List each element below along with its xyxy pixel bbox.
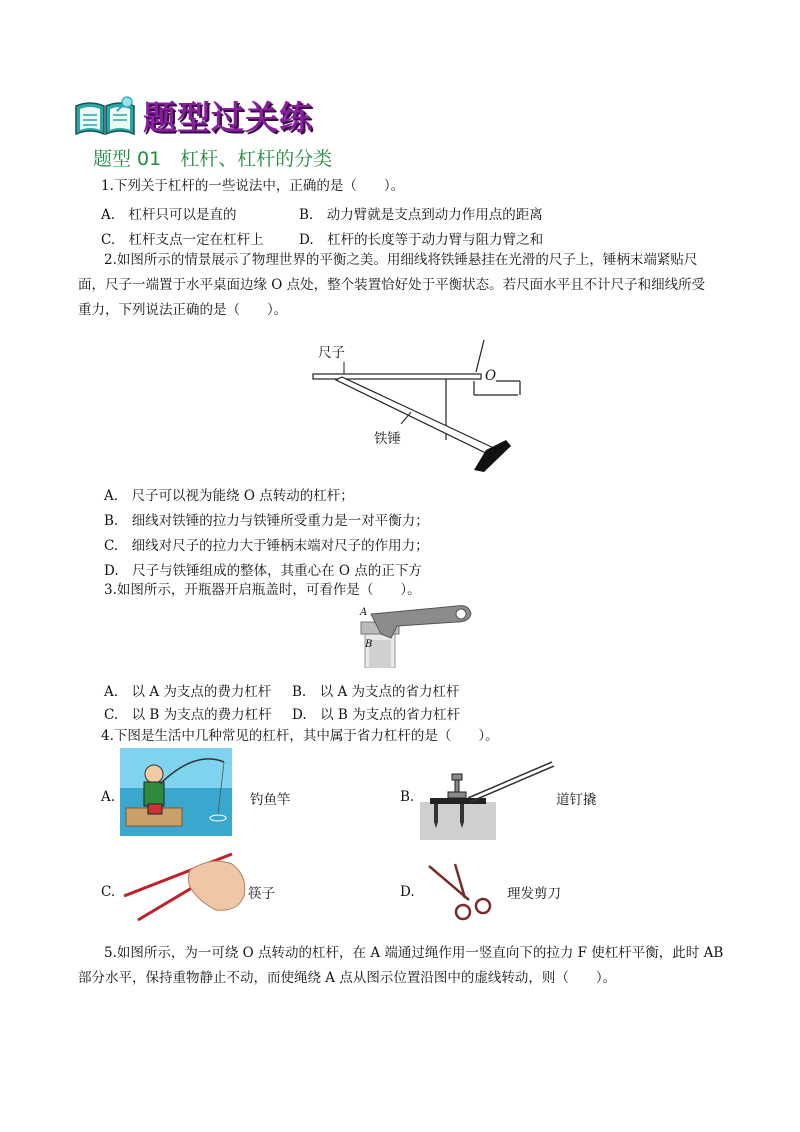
q2-option-d: D. 尺子与铁锤组成的整体，其重心在 O 点的正下方	[104, 563, 422, 579]
fishing-rod-image	[120, 748, 232, 836]
figure-label-ruler: 尺子	[318, 345, 345, 361]
q3-option-a: A. 以 A 为支点的费力杠杆	[104, 684, 272, 700]
q2-option-c: C. 细线对尺子的拉力大于锤柄末端对尺子的作用力；	[104, 538, 429, 554]
q4-letter-d: D.	[400, 884, 415, 900]
q3-option-b: B. 以 A 为支点的省力杠杆	[292, 684, 460, 700]
q4-letter-c: C.	[101, 884, 116, 900]
figure-label-hammer: 铁锤	[374, 431, 401, 447]
rail-spike-bar-image	[420, 760, 558, 840]
question-3-stem: 3.如图所示，开瓶器开启瓶盖时，可看作是（ ）。	[104, 582, 421, 598]
q4-label-a: 钓鱼竿	[250, 792, 291, 808]
figure-label-o: O	[485, 368, 497, 384]
q4-letter-a: A.	[101, 789, 116, 805]
q1-option-b: B. 动力臂就是支点到动力作用点的距离	[299, 207, 543, 223]
q4-label-c: 筷子	[248, 886, 275, 902]
q4-letter-b: B.	[400, 789, 415, 805]
q1-option-c: C. 杠杆支点一定在杠杆上	[101, 232, 264, 248]
q3-option-c: C. 以 B 为支点的费力杠杆	[104, 707, 272, 723]
q4-label-b: 道钉撬	[556, 792, 597, 808]
question-1-stem: 1.下列关于杠杆的一些说法中，正确的是（ ）。	[101, 178, 405, 194]
question-2-line-1: 2.如图所示的情景展示了物理世界的平衡之美。用细线将铁锤悬挂在光滑的尺子上，锤柄末端紧贴尺	[104, 252, 698, 268]
scissors-image	[425, 860, 497, 922]
figure-label-a: A	[360, 607, 368, 618]
q2-option-b: B. 细线对铁锤的拉力与铁锤所受重力是一对平衡力；	[104, 513, 429, 529]
book-icon	[72, 96, 140, 140]
question-2-line-2: 面，尺子一端置于水平桌面边缘 O 点处，整个装置恰好处于平衡状态。若尺面水平且不计尺子和细线所受	[78, 277, 706, 293]
bottle-opener-figure	[357, 600, 477, 668]
q1-option-a: A. 杠杆只可以是直的	[101, 207, 237, 223]
question-2-line-3: 重力，下列说法正确的是（ ）。	[78, 302, 288, 318]
banner-title: 题型过关练	[143, 98, 313, 137]
figure-label-b: B	[365, 639, 373, 650]
q4-label-d: 理发剪刀	[507, 886, 561, 902]
q1-option-d: D. 杠杆的长度等于动力臂与阻力臂之和	[299, 232, 544, 248]
section-title: 题型 01 杠杆、杠杆的分类	[93, 148, 333, 170]
chopsticks-image	[120, 850, 250, 922]
question-5-line-2: 部分水平，保持重物静止不动，而使绳绕 A 点从图示位置沿图中的虚线转动，则（ ）。	[78, 970, 617, 986]
q3-option-d: D. 以 B 为支点的省力杠杆	[292, 707, 461, 723]
question-5-line-1: 5.如图所示，为一可绕 O 点转动的杠杆，在 A 端通过绳作用一竖直向下的拉力 F 使杠杆平衡，此时 AB	[104, 945, 724, 961]
q2-option-a: A. 尺子可以视为能绕 O 点转动的杠杆；	[104, 488, 354, 504]
question-4-stem: 4.下图是生活中几种常见的杠杆，其中属于省力杠杆的是（ ）。	[101, 728, 499, 744]
